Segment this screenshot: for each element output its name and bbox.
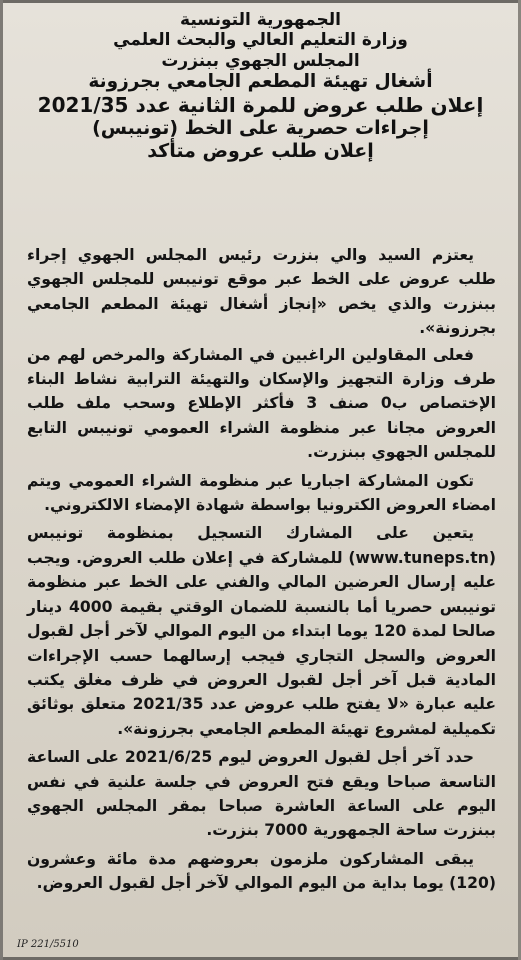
notice-header: [23, 8, 498, 163]
council-title: المجلس الجهوي ببنزرت: [161, 50, 360, 71]
paragraph-eligibility: فعلى المقاولين الراغبين في المشاركة والمرخص لهم من طرف وزارة التجهيز والإسكان والتهيئة الترابية نشاط البناء الإختصاص ب0 صنف 3 فأكثر الإطلاع وسحب ملف طلب العروض مجانا عبر منظومة الشراء العمومي تونيبس التابع للمجلس الجهوي ببنزرت.: [27, 345, 496, 462]
ministry-title: وزارة التعليم العالي والبحث العلمي: [113, 30, 408, 51]
paragraph-validity: يبقى المشاركون ملزمون بعروضهم مدة مائة وعشرون (120) يوما بداية من اليوم الموالي لآخر أجل لقبول العروض.: [27, 849, 496, 893]
notice-body: [27, 243, 496, 900]
project-title: أشغال تهيئة المطعم الجامعي بجرزونة: [88, 71, 433, 93]
paragraph-deadline: حدد آخر أجل لقبول العروض ليوم 2021/6/25 على الساعة التاسعة صباحا ويقع فتح العروض في جلسة علنية في نفس اليوم على الساعة العاشرة صباحا بمقر المجلس الجهوي ببنزرت ساحة الجمهورية 7000 بنزرت.: [27, 748, 496, 840]
notice-title: إعلان طلب عروض للمرة الثانية عدد 2021/35: [37, 93, 484, 118]
paragraph-intro: يعتزم السيد والي بنزرت رئيس المجلس الجهوي إجراء طلب عروض على الخط عبر موقع تونيبس للمجلس الجهوي ببنزرت والذي يخص «إنجاز أشغال تهيئة المطعم الجامعي بجرزونة».: [27, 246, 496, 338]
top-border-rule: [3, 0, 518, 3]
republic-title: الجمهورية التونسية: [180, 10, 341, 30]
procedure-title: إجراءات حصرية على الخط (تونيبس): [92, 117, 429, 140]
reference-code: IP 221/5510: [17, 939, 79, 950]
paragraph-registration: يتعين على المشارك التسجيل بمنظومة تونيبس (www.tuneps.tn) للمشاركة في إعلان طلب العروض. ويجب عليه إرسال العرضين المالي والفني على الخط عبر منظومة تونيبس حصريا أما بالنسبة للضمان الوقتي بقيمة 4000 دينار صالحا لمدة 120 يوما ابتداء من اليوم الموالي لآخر أجل لقبول العروض والسجل التجاري فيجب إرسالهما حسب الإجراءات المادية قبل آخر أجل لقبول العروض في ظرف مغلق يكتب عليه عبارة «لا يفتح طلب عروض عدد 2021/35 متعلق بوثائق تكميلية لمشروع تهيئة المطعم الجامعي بجرزونة».: [27, 524, 496, 738]
paragraph-participation: تكون المشاركة اجباريا عبر منظومة الشراء العمومي ويتم امضاء العروض الكترونيا بواسطة شهادة الإمضاء الالكتروني.: [27, 471, 496, 515]
urgent-title: إعلان طلب عروض متأكد: [147, 140, 374, 163]
